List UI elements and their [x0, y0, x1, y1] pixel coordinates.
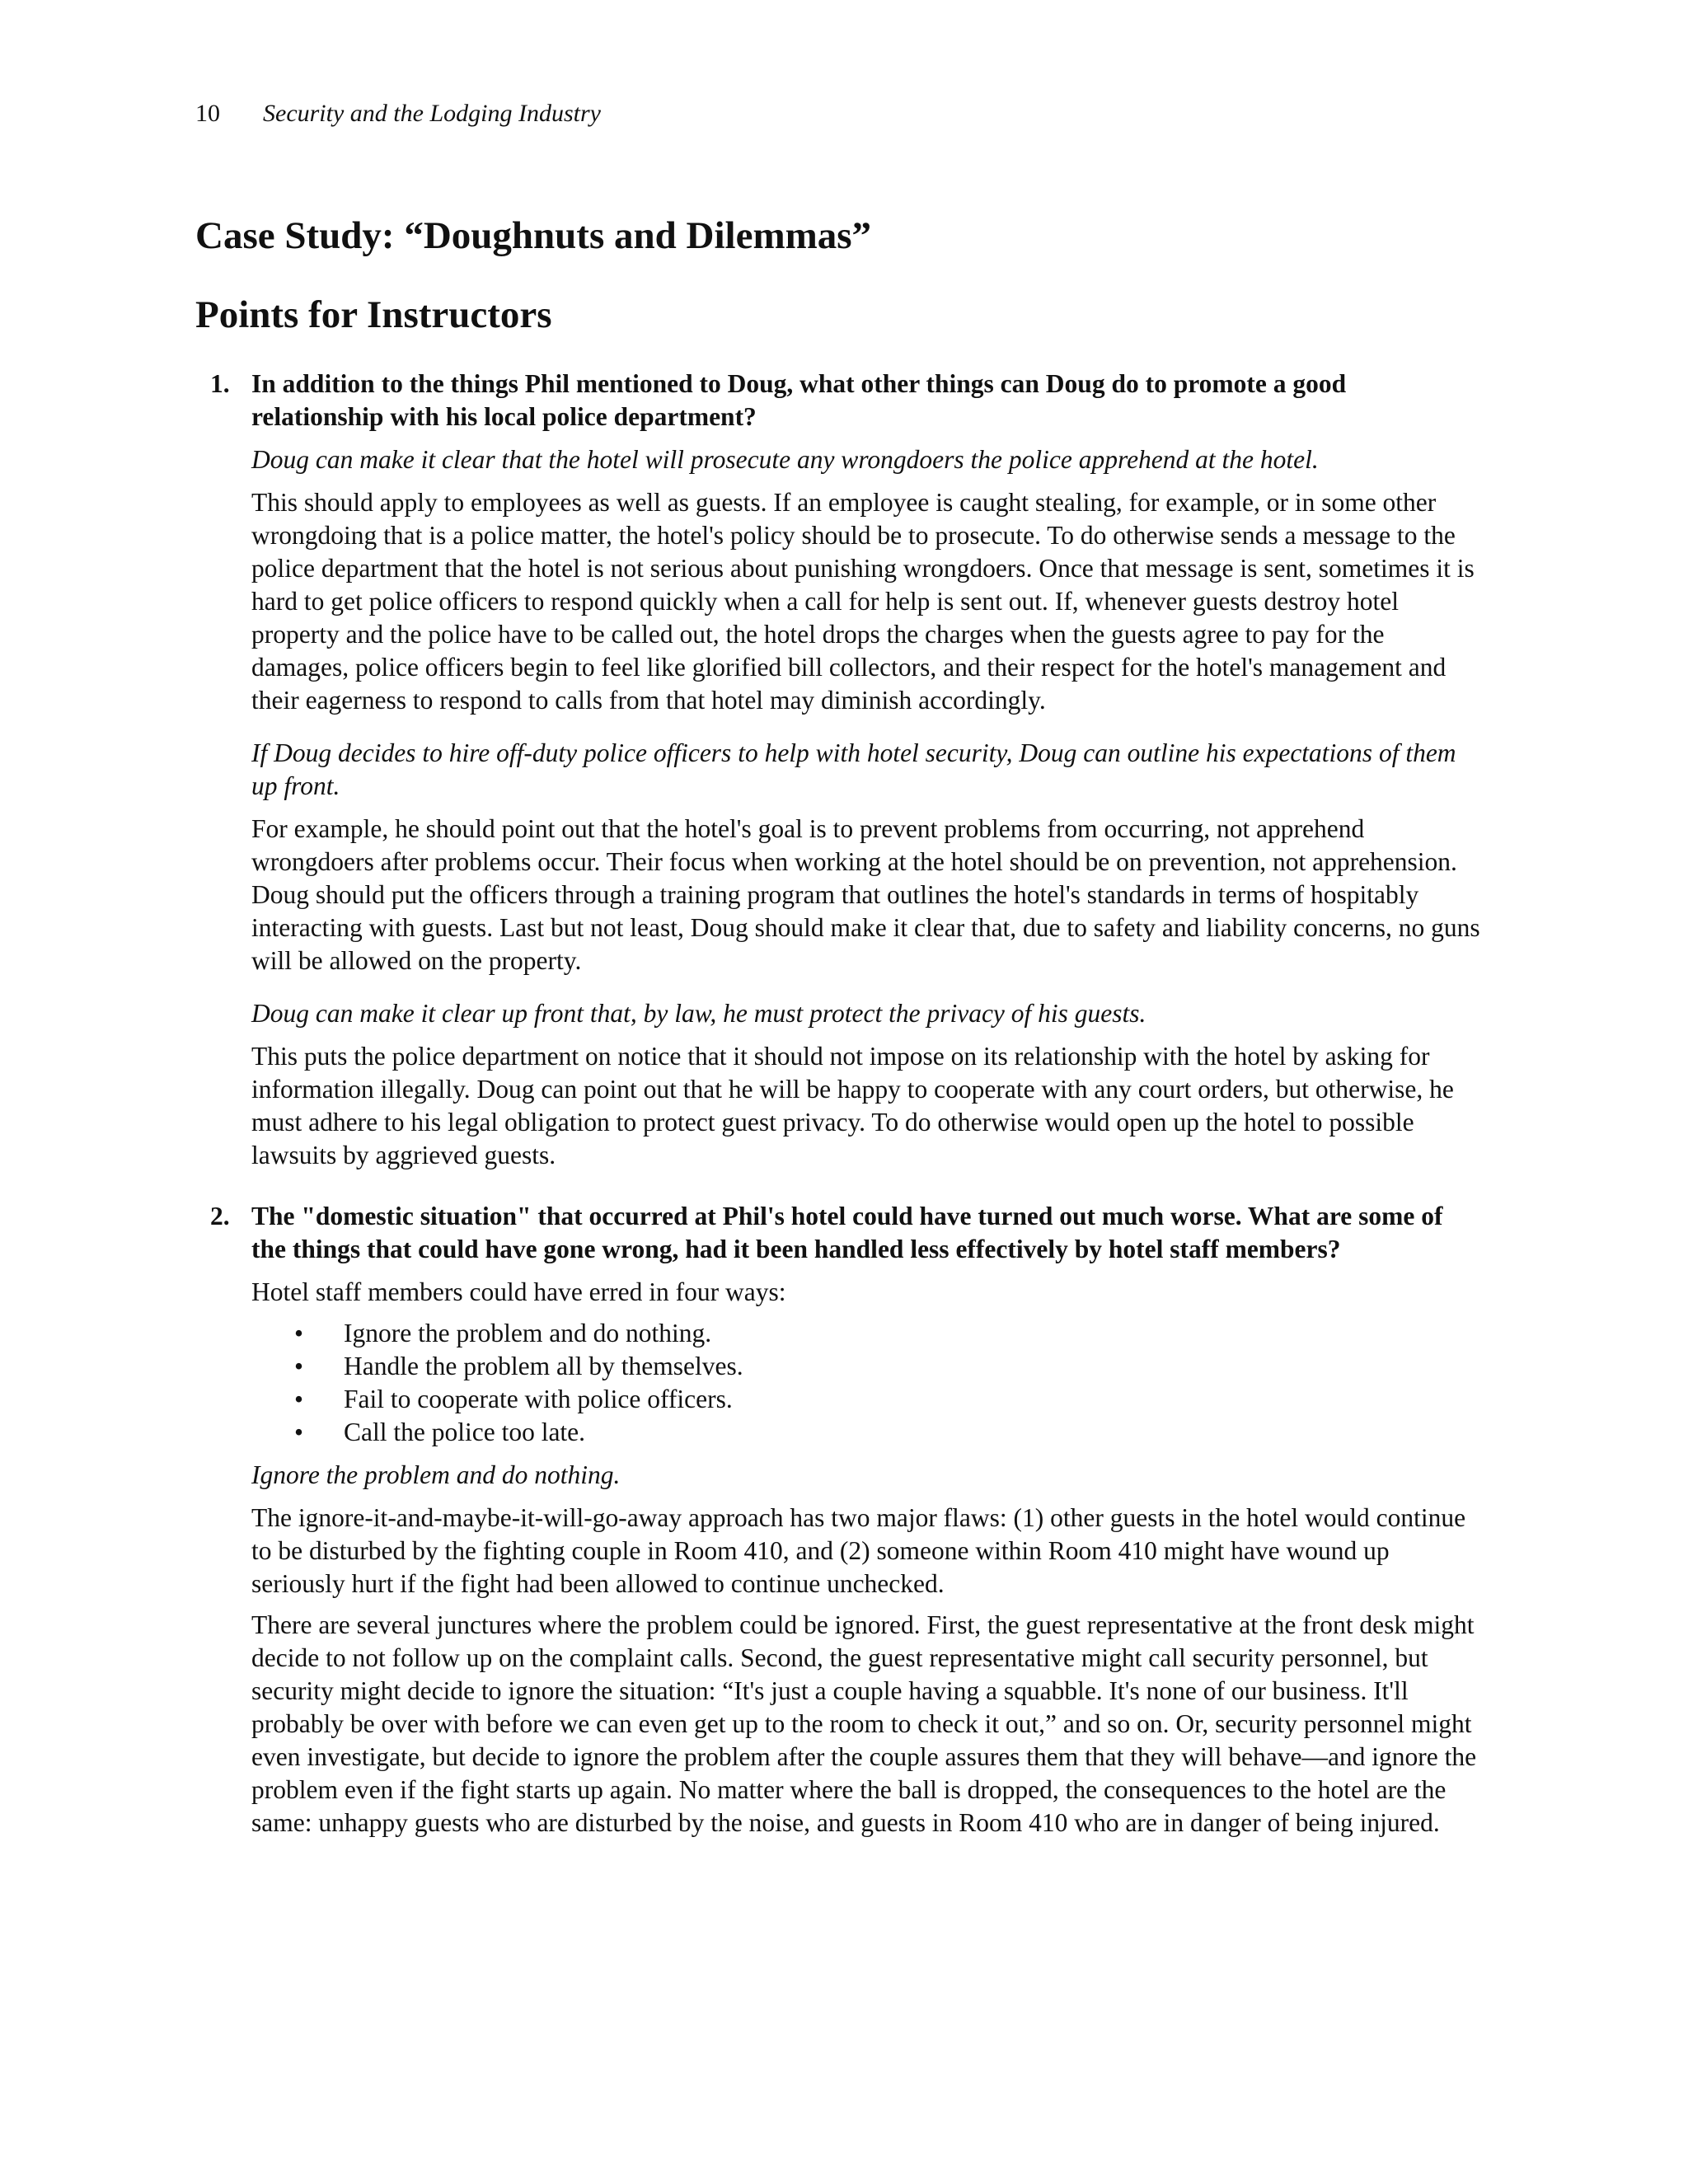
question-text: In addition to the things Phil mentioned to Doug, what other things can Doug do to promote a good relationship with his local police department? [251, 369, 1347, 431]
error-list [251, 1317, 1481, 1449]
answer-intro: Hotel staff members could have erred in four ways: [251, 1277, 786, 1306]
answer-point-heading: If Doug decides to hire off-duty police officers to help with hotel security, Doug can outline his expectations of them up front. [251, 738, 1456, 800]
answer-point-heading: Doug can make it clear up front that, by law, he must protect the privacy of his guests. [251, 999, 1146, 1028]
list-item: • Handle the problem all by themselves. [251, 1350, 1481, 1383]
question-number: 2. [210, 1202, 230, 1230]
case-study-title: Case Study: “Doughnuts and Dilemmas” [195, 214, 872, 257]
answer-paragraph: For example, he should point out that the hotel's goal is to prevent problems from occurring, not apprehend wrongdoers after problems occur. Their focus when working at the hotel should be on prevention, not apprehension. Doug should put the officers through a training program that outlines the hotel's standards in terms of hospitably interacting with guests. Last but not least, Doug should make it clear that, due to safety and liability concerns, no guns will be allowed on the property. [251, 814, 1480, 975]
section-title: Points for Instructors [195, 293, 552, 336]
question-2 [195, 1200, 1481, 1859]
list-item: • Ignore the problem and do nothing. [251, 1317, 1481, 1350]
book-title: Security and the Lodging Industry [263, 100, 601, 127]
bullet-icon: • [294, 1319, 304, 1347]
bullet-icon: • [294, 1418, 304, 1446]
question-body [251, 368, 1481, 1192]
answer-paragraph: There are several junctures where the problem could be ignored. First, the guest representative at the front desk might decide to not follow up on the complaint calls. Second, the guest representative might call security personnel, but security might decide to ignore the situation: “It's just a couple having a squabble. It's none of our business. It'll probably be over with before we can even get up to the room to check it out,” and so on. Or, security personnel might even investigate, but decide to ignore the problem after the couple assures them that they will behave—and ignore the problem even if the fight starts up again. No matter where the ball is dropped, the consequences to the hotel are the same: unhappy guests who are disturbed by the noise, and guests in Room 410 who are in danger of being injured. [251, 1610, 1477, 1837]
list-item: • Call the police too late. [251, 1416, 1481, 1449]
question-text: The "domestic situation" that occurred at Phil's hotel could have turned out much worse. What are some of the things that could have gone wrong, had it been handled less effectively by hotel staff members? [251, 1202, 1443, 1263]
questions-list [195, 368, 1481, 1859]
answer-paragraph: The ignore-it-and-maybe-it-will-go-away approach has two major flaws: (1) other guests in the hotel would continue to be disturbed by the fighting couple in Room 410, and (2) someone within Room 410 might have wound up seriously hurt if the fight had been allowed to continue unchecked. [251, 1503, 1466, 1598]
question-body [251, 1200, 1481, 1859]
question-number: 1. [210, 369, 230, 398]
question-1 [195, 368, 1481, 1192]
page-number: 10 [195, 100, 220, 127]
bullet-icon: • [294, 1352, 304, 1380]
bullet-icon: • [294, 1385, 304, 1413]
answer-paragraph: This should apply to employees as well as guests. If an employee is caught stealing, for example, or in some other wrongdoing that is a police matter, the hotel's policy should be to prosecute. To do otherwise sends a message to the police department that the hotel is not serious about punishing wrongdoers. Once that message is sent, sometimes it is hard to get police officers to respond quickly when a call for help is sent out. If, whenever guests destroy hotel property and the police have to be called out, the hotel drops the charges when the guests agree to pay for the damages, police officers begin to feel like glorified bill collectors, and their respect for the hotel's management and their eagerness to respond to calls from that hotel may diminish accordingly. [251, 488, 1475, 715]
running-header [195, 97, 601, 130]
list-item: • Fail to cooperate with police officers. [251, 1383, 1481, 1416]
answer-point-heading: Doug can make it clear that the hotel will prosecute any wrongdoers the police apprehend at the hotel. [251, 445, 1319, 474]
answer-paragraph: This puts the police department on notice that it should not impose on its relationship with the hotel by asking for information illegally. Doug can point out that he will be happy to cooperate with any court orders, but otherwise, he must adhere to his legal obligation to protect guest privacy. To do otherwise would open up the hotel to possible lawsuits by aggrieved guests. [251, 1042, 1454, 1169]
answer-point-heading: Ignore the problem and do nothing. [251, 1460, 621, 1489]
